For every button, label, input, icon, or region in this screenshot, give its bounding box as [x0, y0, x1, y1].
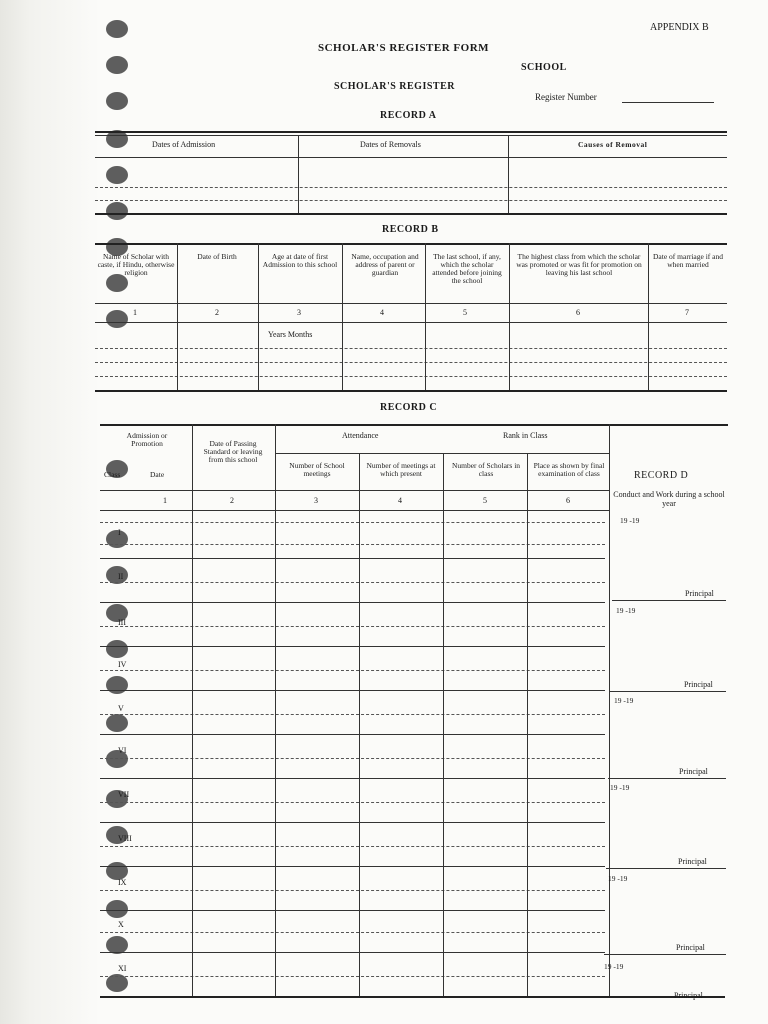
- record-d-year: 19 -19: [614, 696, 634, 705]
- rule: [100, 952, 605, 953]
- record-a-col-removals: Dates of Removals: [360, 140, 421, 149]
- record-c-class-row-label: XI: [118, 964, 127, 973]
- rule: [95, 348, 727, 349]
- record-b-col-name: Name of Scholar with caste, if Hindu, otherwise religion: [97, 252, 175, 277]
- record-d-principal: Principal: [684, 680, 713, 689]
- record-b-col-birth: Date of Birth: [197, 252, 237, 261]
- paper-edge-shading: [0, 0, 100, 1024]
- rule: [100, 714, 605, 715]
- record-c-class-row-label: VII: [118, 790, 130, 799]
- rule: [509, 243, 510, 390]
- record-b-col-number: 2: [215, 308, 219, 317]
- rule: [527, 453, 528, 996]
- record-c-class-row-label: VI: [118, 746, 127, 755]
- record-a-col-admission: Dates of Admission: [152, 140, 216, 149]
- rule: [359, 453, 360, 996]
- record-b-col-parent: Name, occupation and address of parent or guardian: [351, 252, 419, 277]
- record-d-year: 19 -19: [620, 516, 640, 525]
- record-c-admission-header: Admission or Promotion: [126, 431, 168, 448]
- record-c-scholars-header: Number of Scholars in class: [451, 461, 521, 478]
- record-b-col-number: 3: [297, 308, 301, 317]
- rule: [100, 582, 605, 583]
- rule: [606, 868, 726, 869]
- rule: [100, 510, 610, 511]
- register-title: SCHOLAR'S REGISTER: [334, 81, 455, 92]
- record-c-passing-header: Date of Passing Standard or leaving from this school: [203, 439, 263, 464]
- appendix-label: APPENDIX B: [650, 22, 709, 33]
- rule: [95, 213, 727, 215]
- rule: [95, 131, 727, 133]
- record-c-attendance-header: Attendance: [342, 431, 379, 440]
- record-a-title: RECORD A: [380, 110, 437, 121]
- record-d-principal: Principal: [676, 943, 705, 952]
- rule: [100, 602, 605, 603]
- rule: [508, 135, 509, 213]
- rule: [95, 376, 727, 377]
- rule: [95, 135, 727, 136]
- record-d-title: RECORD D: [634, 470, 689, 481]
- record-c-col-number: 5: [483, 496, 487, 505]
- rule: [425, 243, 426, 390]
- rule: [177, 243, 178, 390]
- rule: [100, 932, 605, 933]
- record-c-class-row-label: V: [118, 704, 124, 713]
- record-c-col-number: 6: [566, 496, 570, 505]
- register-number-line: [622, 102, 714, 103]
- rule: [100, 778, 605, 779]
- binder-hole: [106, 530, 128, 548]
- record-c-class-row-label: IX: [118, 878, 127, 887]
- rule: [342, 243, 343, 390]
- rule: [648, 243, 649, 390]
- rule: [100, 846, 605, 847]
- rule: [95, 187, 727, 188]
- record-c-col-number: 4: [398, 496, 402, 505]
- record-c-class-row-label: II: [118, 572, 124, 581]
- rule: [610, 691, 726, 692]
- record-d-year: 19 -19: [616, 606, 636, 615]
- rule: [298, 135, 299, 213]
- binder-hole: [106, 202, 128, 220]
- record-a-col-causes: Causes of Removal: [578, 140, 648, 149]
- binder-hole: [106, 166, 128, 184]
- record-b-col-number: 1: [133, 308, 137, 317]
- record-b-col-number: 6: [576, 308, 580, 317]
- record-d-subtitle: Conduct and Work during a school year: [613, 490, 725, 508]
- rule: [100, 626, 605, 627]
- rule: [608, 778, 726, 779]
- binder-hole: [106, 714, 128, 732]
- rule: [612, 600, 726, 601]
- record-c-present-header: Number of meetings at which present: [366, 461, 436, 478]
- rule: [100, 802, 605, 803]
- record-c-class-row-label: III: [118, 618, 126, 627]
- rule: [275, 424, 276, 996]
- rule: [95, 303, 727, 304]
- record-b-col-highest-class: The highest class from which the scholar was promoted or was fit for promotion on leaving his last school: [516, 252, 642, 277]
- rule: [100, 646, 605, 647]
- record-b-years-months: Years Months: [268, 330, 313, 339]
- record-b-col-last-school: The last school, if any, which the scholar attended before joining the school: [432, 252, 502, 285]
- record-d-principal: Principal: [679, 767, 708, 776]
- record-d-year: 19 -19: [610, 783, 630, 792]
- rule: [100, 690, 605, 691]
- record-d-principal: Principal: [674, 991, 703, 1000]
- record-b-col-age: Age at date of first Admission to this school: [262, 252, 338, 269]
- rule: [443, 453, 444, 996]
- rule: [100, 890, 605, 891]
- rule: [100, 522, 605, 523]
- record-d-year: 19 -19: [604, 962, 624, 971]
- record-b-col-number: 5: [463, 308, 467, 317]
- rule: [100, 734, 605, 735]
- form-title: SCHOLAR'S REGISTER FORM: [318, 42, 490, 54]
- register-number-label: Register Number: [535, 92, 597, 102]
- record-b-title: RECORD B: [382, 224, 439, 235]
- binder-hole: [106, 640, 128, 658]
- record-c-title: RECORD C: [380, 402, 438, 413]
- binder-hole: [106, 92, 128, 110]
- rule: [100, 822, 605, 823]
- record-c-class-label: Class: [104, 470, 121, 479]
- record-c-col-number: 3: [314, 496, 318, 505]
- rule: [95, 322, 727, 323]
- record-c-class-row-label: IV: [118, 660, 127, 669]
- rule: [100, 910, 605, 911]
- record-c-class-row-label: VIII: [118, 834, 132, 843]
- rule: [100, 558, 605, 559]
- record-b-col-number: 4: [380, 308, 384, 317]
- record-d-principal: Principal: [685, 589, 714, 598]
- record-c-class-row-label: X: [118, 920, 124, 929]
- record-c-class-row-label: I: [118, 528, 121, 537]
- record-c-col-number: 1: [163, 496, 167, 505]
- rule: [95, 243, 727, 245]
- rule: [100, 544, 605, 545]
- rule: [95, 362, 727, 363]
- record-d-year: 19 -19: [608, 874, 628, 883]
- record-b-col-number: 7: [685, 308, 689, 317]
- record-c-meetings-header: Number of School meetings: [289, 461, 345, 478]
- rule: [609, 424, 610, 996]
- binder-hole: [106, 900, 128, 918]
- rule: [100, 866, 605, 867]
- record-c-rank-header: Rank in Class: [503, 431, 548, 440]
- rule: [100, 490, 610, 491]
- binder-hole: [106, 20, 128, 38]
- rule: [100, 670, 605, 671]
- rule: [604, 954, 726, 955]
- rule: [192, 424, 193, 996]
- record-d-principal: Principal: [678, 857, 707, 866]
- rule: [95, 157, 727, 158]
- rule: [95, 390, 727, 392]
- rule: [100, 758, 605, 759]
- school-label: SCHOOL: [521, 62, 567, 73]
- binder-hole: [106, 676, 128, 694]
- rule: [100, 424, 728, 426]
- record-c-col-number: 2: [230, 496, 234, 505]
- rule: [258, 243, 259, 390]
- record-c-place-header: Place as shown by final examination of class: [533, 461, 605, 478]
- rule: [100, 976, 605, 977]
- record-b-col-marriage: Date of marriage if and when married: [653, 252, 723, 269]
- rule: [95, 200, 727, 201]
- rule: [100, 996, 725, 998]
- record-c-date-label: Date: [150, 470, 165, 479]
- binder-hole: [106, 56, 128, 74]
